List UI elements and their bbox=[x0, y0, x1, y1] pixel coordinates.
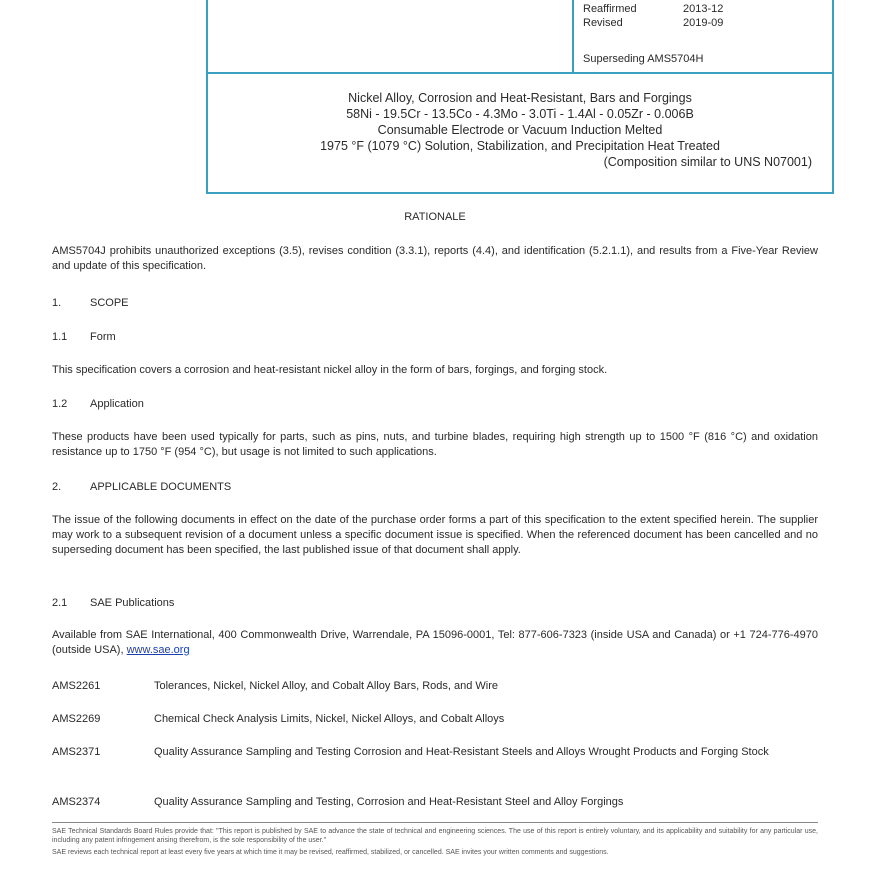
title-line: 1975 °F (1079 °C) Solution, Stabilization, and Precipitation Heat Treated bbox=[320, 139, 720, 153]
paragraph: The issue of the following documents in effect on the date of the purchase order forms a part of this specification to the extent specified herein. The supplier may work to a subsequent revision of a document unless a specific document issue is specified. When the referenced document has been cancelled and no superseding document has been specified, the last published issue of that document shall apply. bbox=[52, 514, 818, 556]
footer-review-note: SAE reviews each technical report at least every five years at which time it may be revised, reaffirmed, stabilized, or cancelled. SAE invites your written comments and suggestions. bbox=[52, 849, 609, 856]
rationale-heading: RATIONALE bbox=[404, 211, 466, 223]
sae-website-link[interactable]: www.sae.org bbox=[126, 644, 190, 656]
section-heading bbox=[52, 330, 818, 345]
section-title: SAE Publications bbox=[90, 597, 175, 609]
revised-row bbox=[583, 16, 723, 30]
title-line: Nickel Alloy, Corrosion and Heat-Resistant, Bars and Forgings bbox=[348, 91, 692, 105]
document-code: AMS2261 bbox=[52, 680, 101, 692]
section-heading bbox=[52, 397, 818, 412]
section-number: 1.1 bbox=[52, 331, 68, 343]
reaffirmed-label: Reaffirmed bbox=[583, 3, 637, 15]
section-title: SCOPE bbox=[90, 297, 129, 309]
document-reference-row bbox=[52, 795, 818, 810]
paragraph bbox=[52, 628, 818, 658]
revised-date: 2019-09 bbox=[683, 17, 724, 29]
superseding-text: Superseding AMS5704H bbox=[583, 53, 704, 65]
document-code: AMS2371 bbox=[52, 746, 101, 758]
title-line: 58Ni - 19.5Cr - 13.5Co - 4.3Mo - 3.0Ti - 1.4Al - 0.05Zr - 0.006B bbox=[346, 107, 694, 121]
header-box bbox=[206, 0, 834, 74]
section-heading bbox=[52, 480, 818, 495]
page-footer bbox=[52, 822, 818, 860]
sae-address-text: Available from SAE International, 400 Commonwealth Drive, Warrendale, PA 15096-0001, Tel: 877-606-7323 (inside USA and Canada) or +1 724-776-4970 (outside USA), bbox=[52, 629, 818, 656]
section-number: 1. bbox=[52, 297, 62, 309]
reaffirmed-row bbox=[583, 2, 723, 16]
footer-disclaimer: SAE Technical Standards Board Rules provide that: "This report is published by SAE to advance the state of technical and engineering sciences. The use of this report is entirely voluntary, and its applicability and suitability for any particular use, including any patent infringement arising therefrom, is the sole responsibility of the user." bbox=[52, 828, 818, 844]
revision-dates bbox=[583, 2, 723, 30]
document-code: AMS2269 bbox=[52, 713, 101, 725]
paragraph: This specification covers a corrosion and heat-resistant nickel alloy in the form of bars, forgings, and forging stock. bbox=[52, 364, 608, 376]
document-reference-row bbox=[52, 679, 818, 694]
section-heading bbox=[52, 596, 818, 611]
header-divider bbox=[572, 0, 574, 74]
paragraph: These products have been used typically for parts, such as pins, nuts, and turbine blades, requiring high strength up to 1500 °F (816 °C) and oxidation resistance up to 1750 °F (954 °C), but usage is not limited to such applications. bbox=[52, 431, 818, 458]
document-body bbox=[52, 210, 818, 808]
rationale-text: AMS5704J prohibits unauthorized exceptions (3.5), revises condition (3.3.1), reports (4.4), and identification (5.2.1.1), and results from a Five-Year Review and update of this specification. bbox=[52, 245, 818, 272]
document-title bbox=[208, 90, 832, 170]
section-number: 2.1 bbox=[52, 597, 68, 609]
section-number: 2. bbox=[52, 481, 62, 493]
section-heading bbox=[52, 296, 818, 311]
section-title: Application bbox=[90, 398, 144, 410]
section-title: APPLICABLE DOCUMENTS bbox=[90, 481, 232, 493]
revised-label: Revised bbox=[583, 17, 623, 29]
document-reference-row bbox=[52, 745, 818, 760]
document-description: Chemical Check Analysis Limits, Nickel, Nickel Alloys, and Cobalt Alloys bbox=[154, 713, 505, 725]
title-line: Consumable Electrode or Vacuum Induction Melted bbox=[377, 123, 663, 137]
document-reference-row bbox=[52, 712, 818, 727]
document-code: AMS2374 bbox=[52, 796, 101, 808]
document-description: Tolerances, Nickel, Nickel Alloy, and Cobalt Alloy Bars, Rods, and Wire bbox=[154, 680, 498, 692]
reaffirmed-date: 2013-12 bbox=[683, 3, 724, 15]
section-title: Form bbox=[90, 331, 116, 343]
title-box bbox=[206, 72, 834, 194]
document-description: Quality Assurance Sampling and Testing Corrosion and Heat-Resistant Steels and Alloys Wrought Products and Forging Stock bbox=[154, 746, 769, 758]
section-number: 1.2 bbox=[52, 398, 68, 410]
title-line: (Composition similar to UNS N07001) bbox=[603, 155, 812, 169]
document-description: Quality Assurance Sampling and Testing, Corrosion and Heat-Resistant Steel and Alloy Forgings bbox=[154, 796, 624, 808]
